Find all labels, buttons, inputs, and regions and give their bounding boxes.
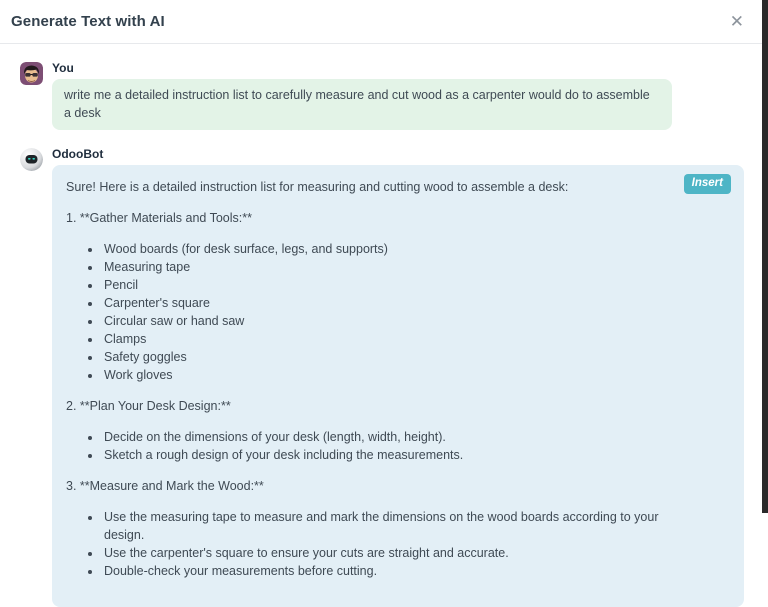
list-item: • Double-check your measurements before cutting. — [102, 562, 684, 580]
user-message-col — [52, 62, 742, 130]
list-item: • Measuring tape — [102, 258, 684, 276]
list-item: • Pencil — [102, 276, 684, 294]
dialog-title: Generate Text with AI — [11, 13, 165, 30]
user-author-label: You — [52, 61, 74, 75]
dialog-header — [0, 0, 762, 44]
bot-message-bubble — [52, 165, 744, 607]
dialog-backdrop-edge — [762, 0, 768, 513]
bot-message-row — [20, 148, 742, 607]
bullet-list — [66, 428, 684, 464]
list-item: • Sketch a rough design of your desk including the measurements. — [102, 446, 684, 464]
bot-intro-text: Sure! Here is a detailed instruction list for measuring and cutting wood to assemble a desk: — [66, 180, 569, 194]
user-avatar-icon — [20, 62, 43, 85]
user-message-bubble: write me a detailed instruction list to carefully measure and cut wood as a carpenter would do to assemble a desk — [52, 79, 672, 130]
list-item: • Use the measuring tape to measure and mark the dimensions on the wood boards according to your design. — [102, 508, 684, 544]
section-heading: 1. **Gather Materials and Tools:** — [66, 211, 252, 225]
insert-button[interactable]: Insert — [684, 174, 731, 194]
bullet-list — [66, 508, 684, 580]
list-item: • Clamps — [102, 330, 684, 348]
bullet-list — [66, 240, 684, 384]
list-item: • Decide on the dimensions of your desk (length, width, height). — [102, 428, 684, 446]
list-item: • Use the carpenter's square to ensure your cuts are straight and accurate. — [102, 544, 684, 562]
odoobot-avatar-icon — [20, 148, 43, 171]
list-item: • Carpenter's square — [102, 294, 684, 312]
section-heading: 3. **Measure and Mark the Wood:** — [66, 479, 264, 493]
list-item: • Work gloves — [102, 366, 684, 384]
chat-body — [0, 44, 762, 607]
list-item: • Circular saw or hand saw — [102, 312, 684, 330]
odoobot-avatar — [20, 148, 43, 171]
section-heading: 2. **Plan Your Desk Design:** — [66, 399, 231, 413]
list-item: • Wood boards (for desk surface, legs, and supports) — [102, 240, 684, 258]
user-message-row — [20, 62, 742, 130]
bot-author-label: OdooBot — [52, 147, 104, 161]
list-item: • Safety goggles — [102, 348, 684, 366]
user-avatar — [20, 62, 43, 85]
close-icon[interactable]: ✕ — [726, 11, 748, 32]
bot-message-col — [52, 148, 742, 607]
